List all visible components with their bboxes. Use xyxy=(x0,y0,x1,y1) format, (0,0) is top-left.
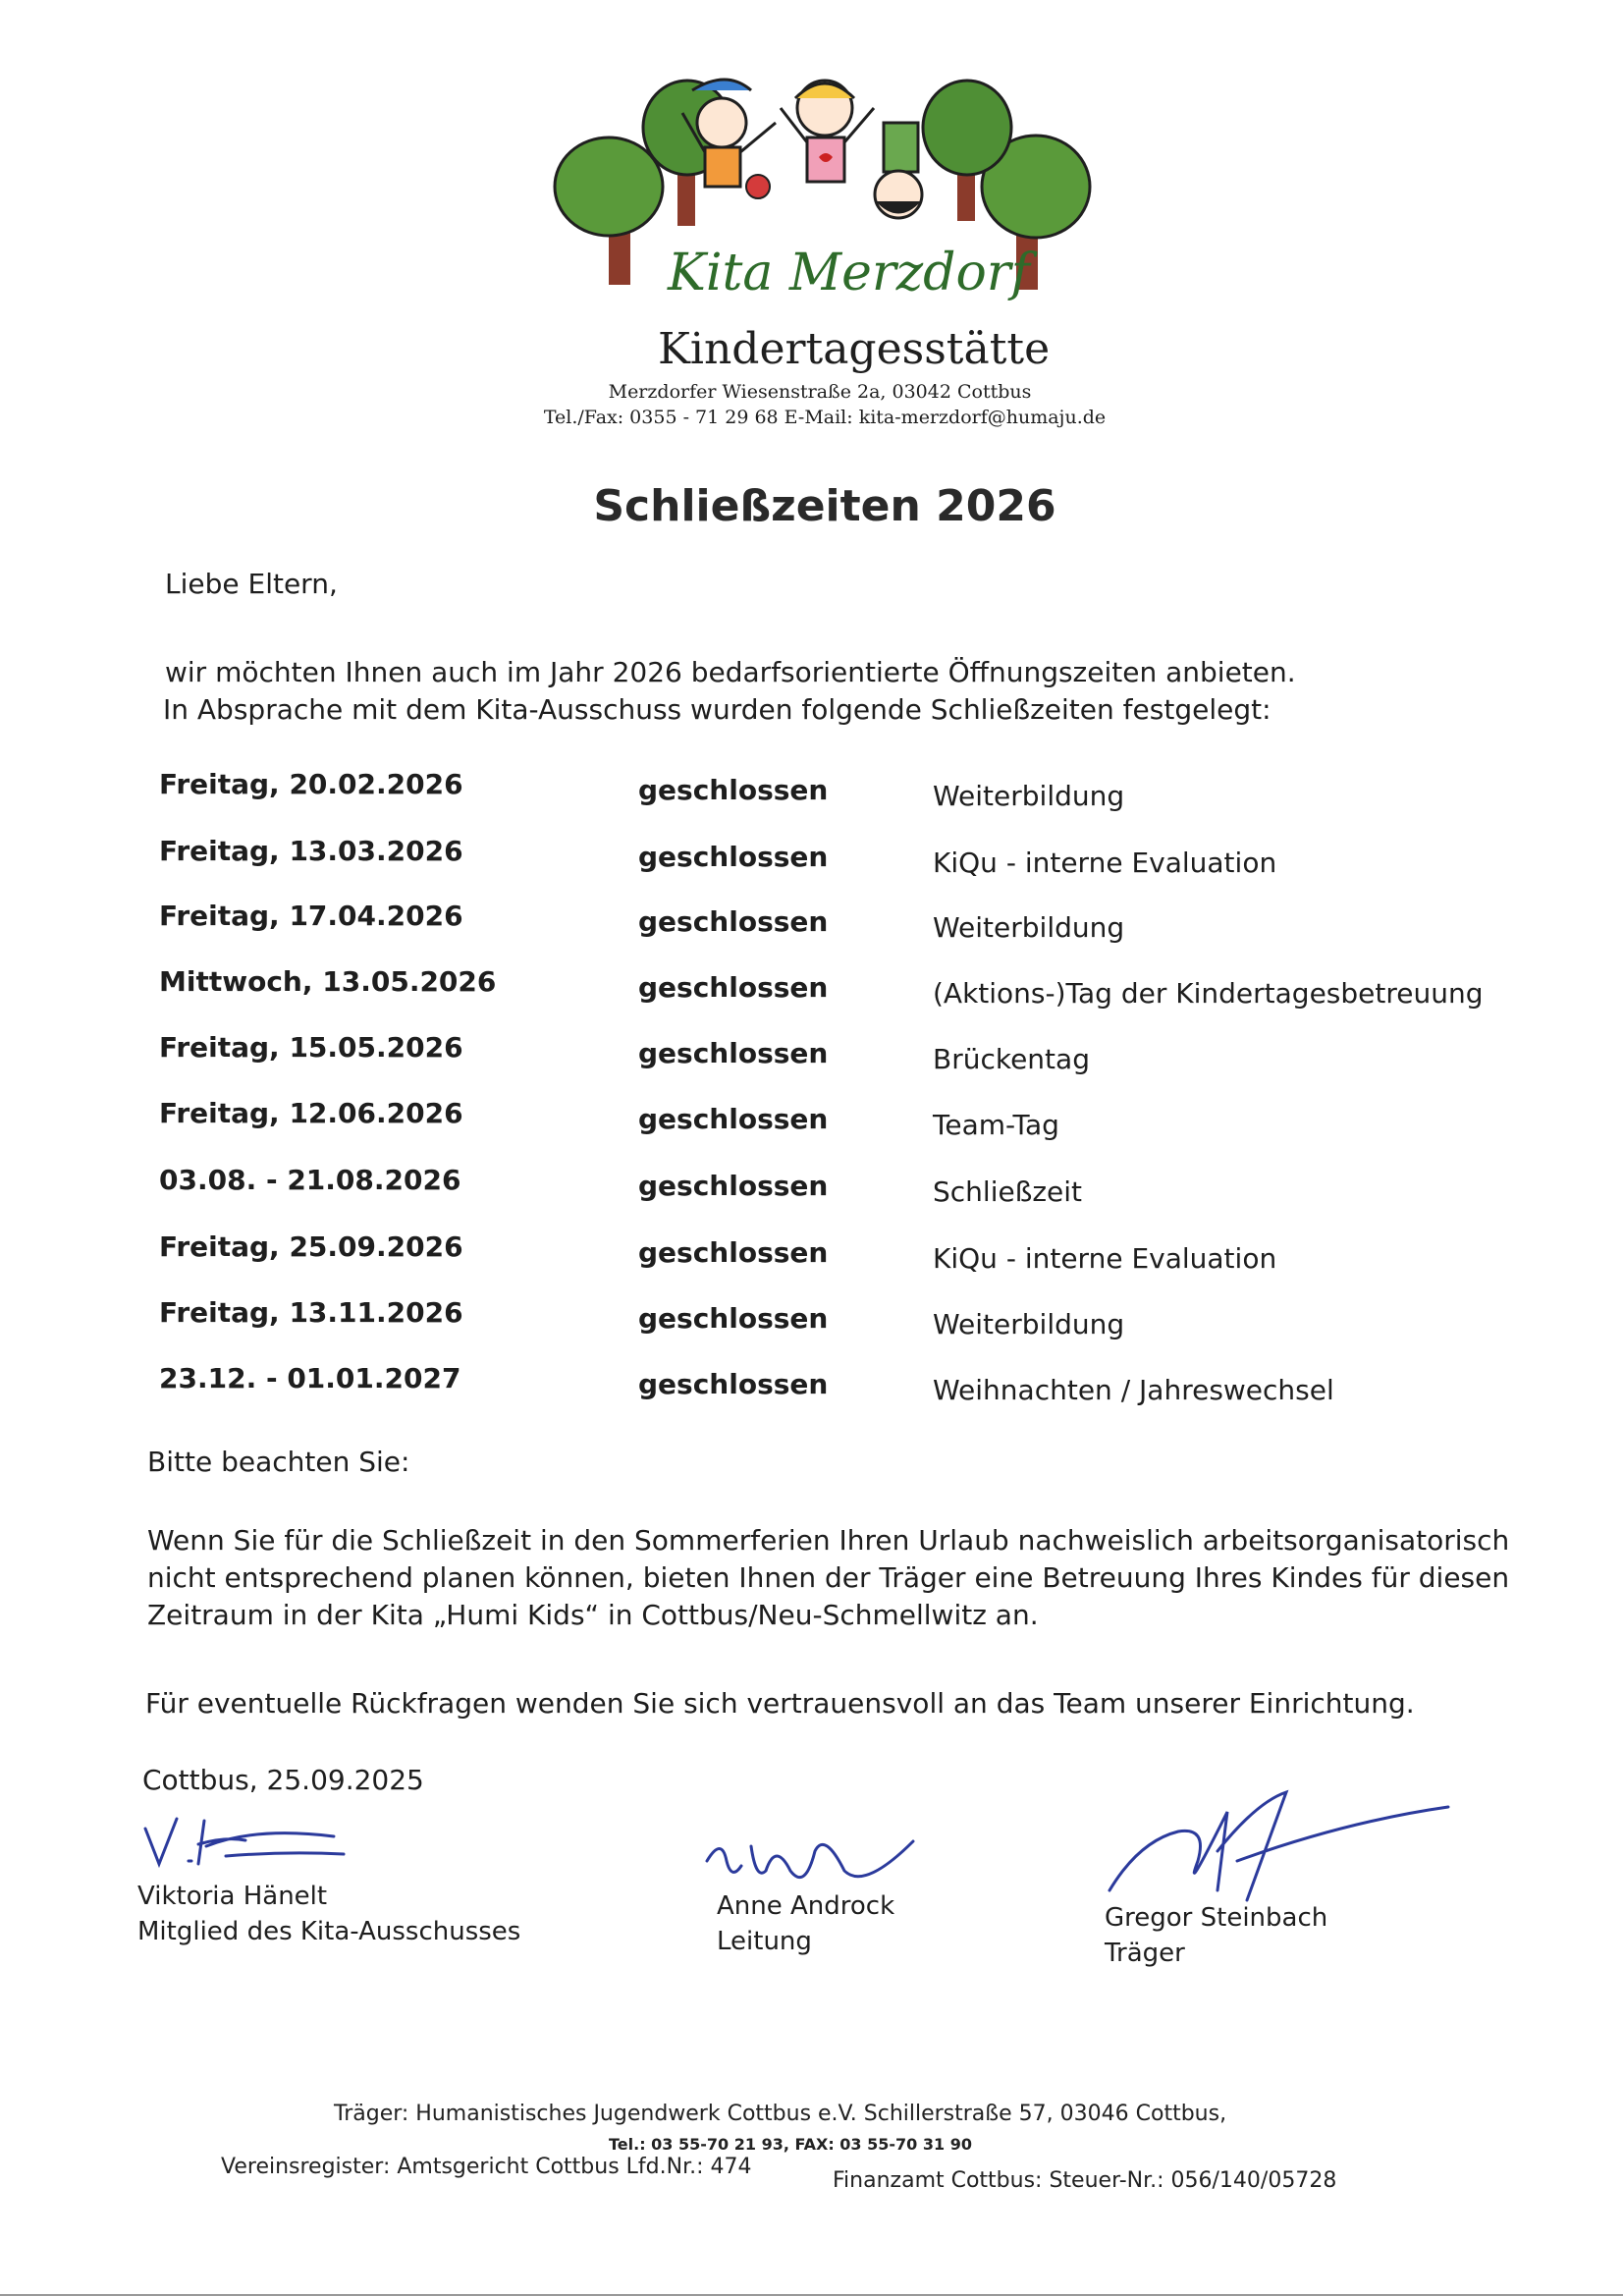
closure-row xyxy=(147,1164,1502,1215)
closure-reason: (Aktions-)Tag der Kindertagesbetreuung xyxy=(933,977,1484,1010)
closure-reason: Weiterbildung xyxy=(933,780,1125,812)
closure-date: Freitag, 17.04.2026 xyxy=(159,900,463,932)
closure-reason: Weihnachten / Jahreswechsel xyxy=(933,1374,1334,1406)
questions-text: Für eventuelle Rückfragen wenden Sie sich vertrauensvoll an das Team unserer Einrichtung. xyxy=(145,1687,1415,1720)
closure-status: geschlossen xyxy=(638,774,829,806)
closure-status: geschlossen xyxy=(638,1103,829,1135)
closure-status: geschlossen xyxy=(638,1037,829,1069)
closure-date: Mittwoch, 13.05.2026 xyxy=(159,965,497,998)
closure-row xyxy=(147,1097,1502,1148)
footer-register: Vereinsregister: Amtsgericht Cottbus Lfd.Nr.: 474 xyxy=(221,2155,752,2179)
signer-role-2: Leitung xyxy=(717,1927,812,1956)
svg-text:Kita Merzdorf: Kita Merzdorf xyxy=(668,244,1030,302)
closure-reason: KiQu - interne Evaluation xyxy=(933,847,1277,879)
footer-line-1: Träger: Humanistisches Jugendwerk Cottbus e.V. Schillerstraße 57, 03046 Cottbus, xyxy=(334,2102,1227,2126)
kita-subtitle: Kindertagesstätte xyxy=(658,324,1051,374)
closure-row xyxy=(147,900,1502,951)
closure-status: geschlossen xyxy=(638,841,829,873)
closure-reason: KiQu - interne Evaluation xyxy=(933,1242,1277,1275)
closure-reason: Team-Tag xyxy=(933,1109,1059,1141)
kita-contact: Tel./Fax: 0355 - 71 29 68 E-Mail: kita-merzdorf@humaju.de xyxy=(543,407,1107,428)
place-date: Cottbus, 25.09.2025 xyxy=(142,1764,424,1796)
notice-line-1: Wenn Sie für die Schließzeit in den Sommerferien Ihren Urlaub nachweislich arbeitsorganisatorisch xyxy=(147,1524,1510,1557)
closure-date: Freitag, 25.09.2026 xyxy=(159,1230,463,1263)
closure-reason: Brückentag xyxy=(933,1043,1090,1075)
document-title: Schließzeiten 2026 xyxy=(593,481,1056,531)
closure-reason: Schließzeit xyxy=(933,1175,1083,1208)
closure-date: Freitag, 15.05.2026 xyxy=(159,1031,463,1064)
notice-line-3: Zeitraum in der Kita „Humi Kids“ in Cottbus/Neu-Schmellwitz an. xyxy=(147,1599,1039,1631)
closure-status: geschlossen xyxy=(638,1170,829,1202)
signer-name-2: Anne Androck xyxy=(717,1891,895,1921)
logo-illustration xyxy=(550,69,1100,354)
signer-role-1: Mitglied des Kita-Ausschusses xyxy=(137,1917,521,1946)
closure-status: geschlossen xyxy=(638,1368,829,1400)
closure-date: Freitag, 13.11.2026 xyxy=(159,1296,463,1329)
intro-line-1: wir möchten Ihnen auch im Jahr 2026 bedarfsorientierte Öffnungszeiten anbieten. xyxy=(165,656,1296,688)
closure-status: geschlossen xyxy=(638,971,829,1004)
footer-line-2: Tel.: 03 55-70 21 93, FAX: 03 55-70 31 90 xyxy=(609,2135,972,2154)
closure-row xyxy=(147,768,1502,819)
closure-row xyxy=(147,1230,1502,1282)
closure-row xyxy=(147,1296,1502,1347)
closure-reason: Weiterbildung xyxy=(933,1308,1125,1340)
kita-address: Merzdorfer Wiesenstraße 2a, 03042 Cottbus xyxy=(608,381,1032,403)
signature-androck xyxy=(697,1822,923,1900)
kita-logo xyxy=(550,69,1100,354)
closure-row xyxy=(147,835,1502,886)
closure-row xyxy=(147,965,1502,1016)
notice-line-2: nicht entsprechend planen können, bieten Ihnen der Träger eine Betreuung Ihres Kindes für diesen xyxy=(147,1561,1510,1594)
closure-date: Freitag, 12.06.2026 xyxy=(159,1097,463,1129)
signature-steinbach xyxy=(1100,1782,1453,1920)
footer-tax: Finanzamt Cottbus: Steuer-Nr.: 056/140/05728 xyxy=(833,2168,1337,2193)
closure-date: 03.08. - 21.08.2026 xyxy=(159,1164,461,1196)
closure-status: geschlossen xyxy=(638,905,829,938)
signer-name-3: Gregor Steinbach xyxy=(1105,1903,1328,1933)
greeting: Liebe Eltern, xyxy=(165,568,338,600)
signer-role-3: Träger xyxy=(1105,1939,1185,1968)
closure-status: geschlossen xyxy=(638,1236,829,1269)
closure-status: geschlossen xyxy=(638,1302,829,1335)
closure-date: 23.12. - 01.01.2027 xyxy=(159,1362,461,1394)
closure-row xyxy=(147,1031,1502,1082)
closure-reason: Weiterbildung xyxy=(933,911,1125,944)
closure-date: Freitag, 20.02.2026 xyxy=(159,768,463,800)
signature-haenelt xyxy=(137,1807,363,1876)
closure-date: Freitag, 13.03.2026 xyxy=(159,835,463,867)
notice-heading: Bitte beachten Sie: xyxy=(147,1446,410,1478)
signer-name-1: Viktoria Hänelt xyxy=(137,1882,328,1911)
intro-line-2: In Absprache mit dem Kita-Ausschuss wurden folgende Schließzeiten festgelegt: xyxy=(163,693,1271,726)
closure-row xyxy=(147,1362,1502,1413)
